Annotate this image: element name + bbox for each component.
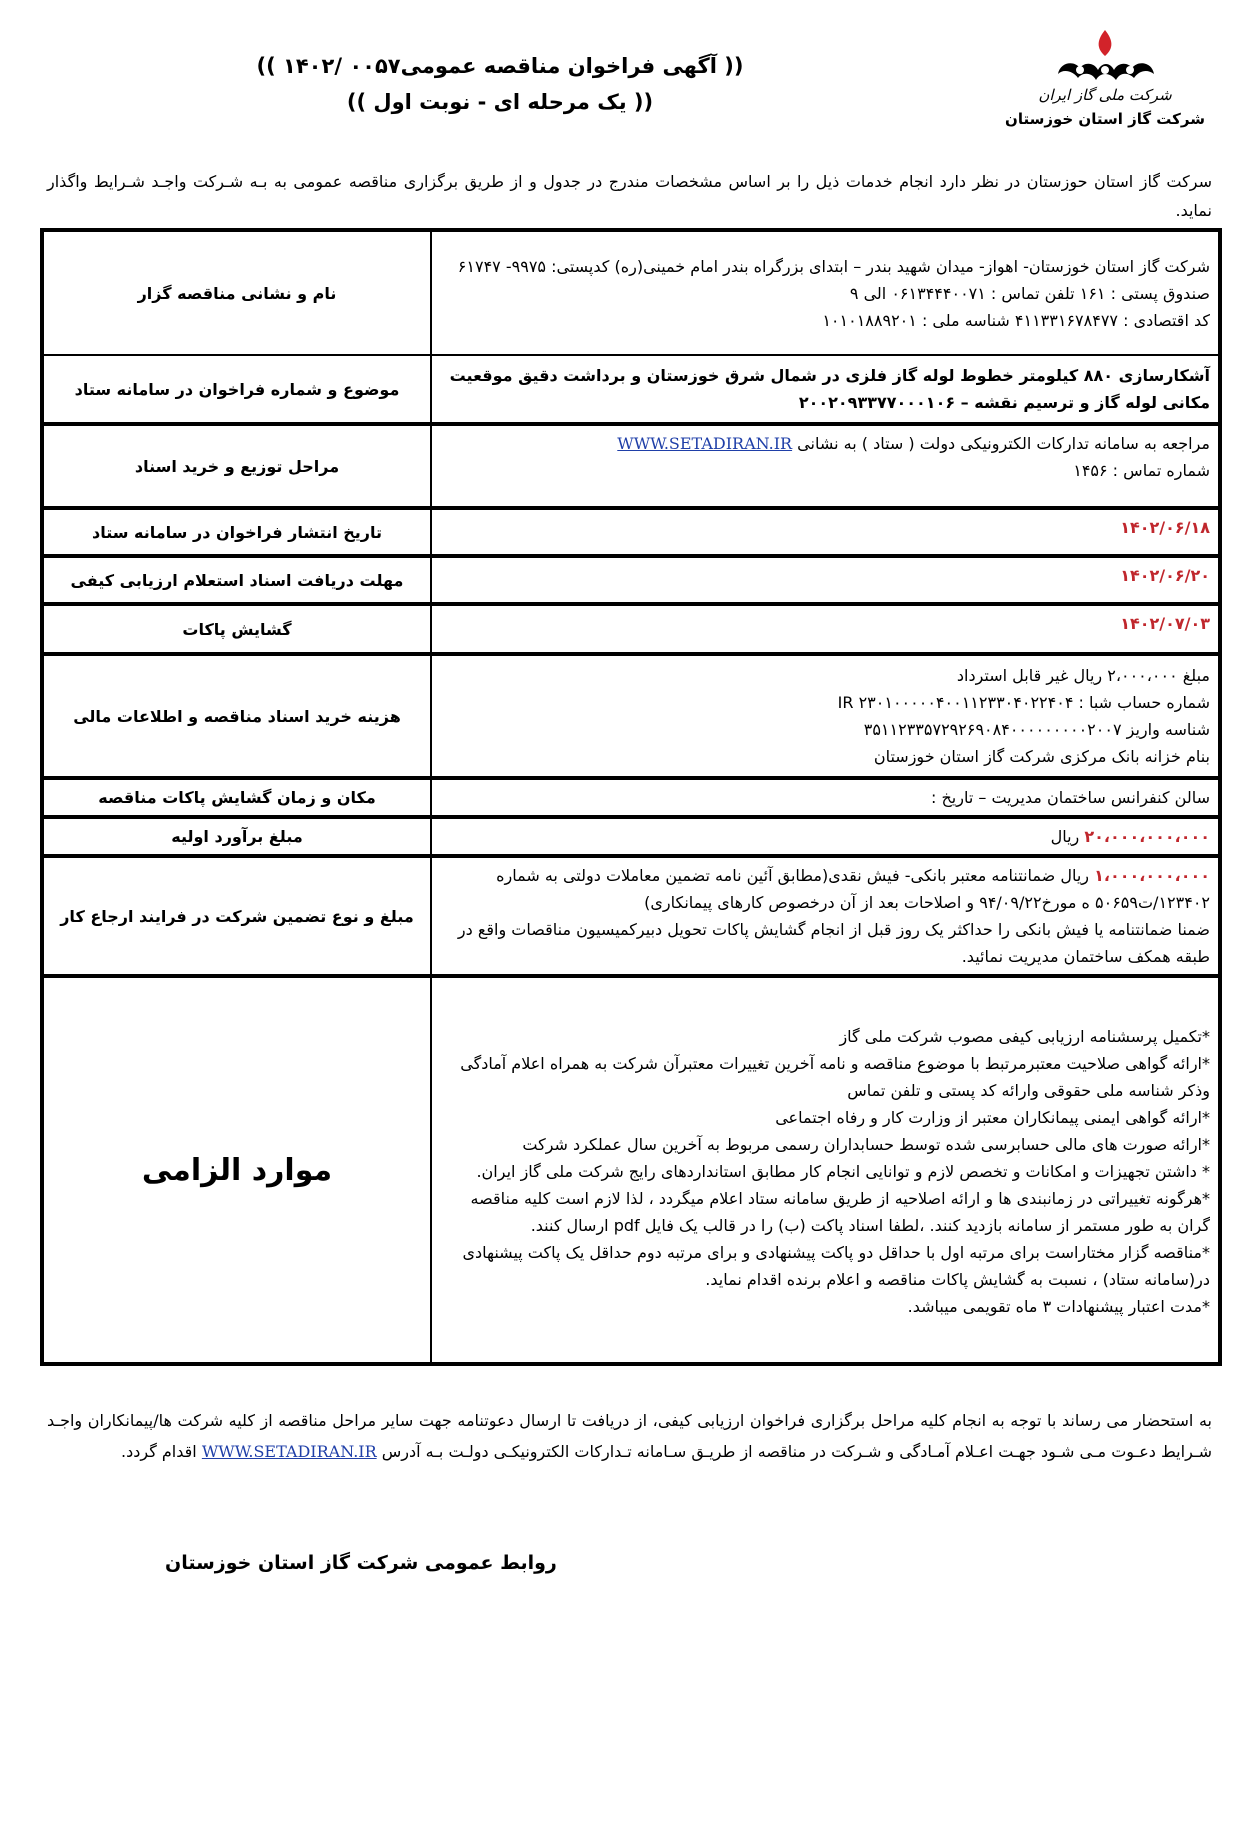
table-row (42, 654, 1220, 778)
estimate-label: مبلغ برآورد اولیه (42, 817, 431, 856)
signature: روابط عمومی شرکت گاز استان خوزستان (165, 1552, 557, 1574)
table-row (42, 355, 1220, 424)
tenderer-label: نام و نشانی مناقصه گزار (42, 230, 431, 355)
guarantee-value: ۱،۰۰۰،۰۰۰،۰۰۰ ریال ضمانتنامه معتبر بانکی- فیش نقدی(مطابق آئین نامه تضمین معاملات دولتی به شماره ۱۲۳۴۰۲/ت۵۰۶۵۹ ه مورخ۹۴/۰۹/۲۲ و اصلاحات بعد از آن درخصوص کارهای پیمانکاری) ضمنا ضمانتنامه یا فیش بانکی را حداکثر یک روز قبل از انجام گشایش پاکات تحویل دبیرکمیسیون مناقصات واقع در طبقه همکف ساختمان مدیریت نمائید. (431, 856, 1220, 976)
publish-date-label: تاریخ انتشار فراخوان در سامانه ستاد (42, 508, 431, 556)
distribution-label: مراحل توزیع و خرید اسناد (42, 424, 431, 508)
table-row (42, 604, 1220, 654)
title-line-1: (( آگهی فراخوان مناقصه عمومی۰۰۵۷ /۱۴۰۲ )) (256, 54, 744, 78)
list-item: *مدت اعتبار پیشنهادات ۳ ماه تقویمی میباشد. (907, 1296, 1210, 1316)
list-item: *ارائه گواهی صلاحیت معتبرمرتبط با موضوع مناقصه و نامه آخرین تغییرات معتبرآن شرکت به همراه اعلام آمادگی وذکر شناسه ملی حقوقی وارائه کد پستی و تلفن تماس (460, 1053, 1210, 1100)
cost-label: هزینه خرید اسناد مناقصه و اطلاعات مالی (42, 654, 431, 778)
venue-label: مکان و زمان گشایش پاکات مناقصه (42, 778, 431, 817)
list-item: *تکمیل پرسشنامه ارزیابی کیفی مصوب شرکت ملی گاز (839, 1026, 1210, 1046)
distribution-value: مراجعه به سامانه تدارکات الکترونیکی دولت ( ستاد ) به نشانی WWW.SETADIRAN.IR شماره تماس : ۱۴۵۶ (431, 424, 1220, 508)
table-row (42, 424, 1220, 508)
mandatory-label: موارد الزامی (42, 976, 431, 1364)
table-row (42, 778, 1220, 817)
guarantee-label: مبلغ و نوع تضمین شرکت در فرایند ارجاع کار (42, 856, 431, 976)
tenderer-value: شرکت گاز استان خوزستان- اهواز- میدان شهید بندر – ابتدای بزرگراه بندر امام خمینی(ره) کدپستی: ۹۹۷۵- ۶۱۷۴۷ صندوق پستی : ۱۶۱ تلفن تماس : ۰۶۱۳۴۴۴۰۰۷۱ الی ۹ کد اقتصادی : ۴۱۱۳۳۱۶۷۸۴۷۷ شناسه ملی : ۱۰۱۰۱۸۸۹۲۰۱ (431, 230, 1220, 355)
table-row (42, 817, 1220, 856)
table-row (42, 556, 1220, 604)
footer-paragraph: به استحضار می رساند با توجه به انجام کلیه مراحل برگزاری فراخوان ارزیابی کیفی، از دریافت تا ارسال دعوتنامه جهت سایر مراحل مناقصه از کلیه شرکت ها/پیمانکاران واجـد شـرایط دعـوت مـی شـود جهـت اعـلام آمـادگی و شـرکت در مناقصه از طریـق سـامانه تـدارکات الکترونیکـی دولـت بـه آدرس WWW.SETADIRAN.IR اقدام گردد. (47, 1411, 1212, 1461)
table-row (42, 856, 1220, 976)
subject-label: موضوع و شماره فراخوان در سامانه ستاد (42, 355, 431, 424)
deadline-value: ۱۴۰۲/۰۶/۲۰ (431, 556, 1220, 604)
title-line-2: (( یک مرحله ای - نوبت اول )) (346, 90, 654, 114)
estimate-amount: ۲۰،۰۰۰،۰۰۰،۰۰۰ (1084, 827, 1210, 846)
subject-value: آشکارسازی ۸۸۰ کیلومتر خطوط لوله گاز فلزی در شمال شرق خوزستان و برداشت دقیق موقعیت مکانی لوله گاز و ترسیم نقشه – ۲۰۰۲۰۹۳۳۷۷۰۰۰۱۰۶ (431, 355, 1220, 424)
logo-script-text: شرکت ملی گاز ایران (1038, 86, 1172, 104)
estimate-unit: ریال (1050, 827, 1080, 846)
opening-label: گشایش پاکات (42, 604, 431, 654)
tender-table (40, 228, 1222, 1366)
table-row (42, 230, 1220, 355)
table-row (42, 508, 1220, 556)
cost-value: مبلغ ۲،۰۰۰،۰۰۰ ریال غیر قابل استرداد شماره حساب شبا : IR ۲۳۰۱۰۰۰۰۰۴۰۰۱۱۲۳۳۰۴۰۲۲۴۰۴ شناسه واریز ۳۵۱۱۲۳۳۵۷۲۹۲۶۹۰۸۴۰۰۰۰۰۰۰۰۰۲۰۰۷ بنام خزانه بانک مرکزی شرکت گاز استان خوزستان (431, 654, 1220, 778)
estimate-value (431, 817, 1220, 856)
footer-setadiran-link[interactable]: WWW.SETADIRAN.IR (201, 1442, 377, 1461)
announcement-title (0, 48, 1000, 120)
gas-flame-logo-icon (1050, 28, 1160, 90)
company-name: شرکت گاز استان خوزستان (1005, 110, 1205, 128)
table-row (42, 976, 1220, 1364)
list-item: *هرگونه تغییراتی در زمانبندی ها و ارائه اصلاحیه از طریق سامانه ستاد اعلام میگردد ، لذا لازم است کلیه مناقصه گران به طور مستمر از سامانه بازدید کنند. ،لطفا اسناد پاکت (ب) را در قالب یک فایل pdf ارسال کنند. (470, 1188, 1210, 1235)
list-item: *ارائه صورت های مالی حسابرسی شده توسط حسابداران رسمی مربوط به آخرین سال عملکرد شرکت (522, 1134, 1210, 1154)
venue-value: سالن کنفرانس ساختمان مدیریت – تاریخ : (431, 778, 1220, 817)
guarantee-amount: ۱،۰۰۰،۰۰۰،۰۰۰ (1094, 866, 1210, 885)
publish-date-value: ۱۴۰۲/۰۶/۱۸ (431, 508, 1220, 556)
list-item: *ارائه گواهی ایمنی پیمانکاران معتبر از وزارت کار و رفاه اجتماعی (775, 1107, 1210, 1127)
list-item: *مناقصه گزار مختاراست برای مرتبه اول با حداقل دو پاکت پیشنهادی و برای مرتبه دوم حداقل یک پاکت پیشنهادی در(سامانه ستاد) ، نسبت به گشایش پاکات مناقصه و اعلام برنده اقدام نماید. (462, 1242, 1210, 1289)
list-item: * داشتن تجهیزات و امکانات و تخصص لازم و توانایی انجام کار مطابق استانداردهای رایج شرکت ملی گاز ایران. (476, 1161, 1210, 1181)
opening-value: ۱۴۰۲/۰۷/۰۳ (431, 604, 1220, 654)
deadline-label: مهلت دریافت اسناد استعلام ارزیابی کیفی (42, 556, 431, 604)
company-logo (1005, 28, 1205, 128)
intro-paragraph: سرکت گاز استان حوزستان در نظر دارد انجام خدمات ذیل را بر اساس مشخصات مندرج در جدول و از طریق برگزاری مناقصه عمومی به بـه شـرکت واجـد شـرایط واگذار نماید. (47, 172, 1212, 220)
mandatory-items (431, 976, 1220, 1364)
setadiran-link[interactable]: WWW.SETADIRAN.IR (617, 434, 793, 453)
